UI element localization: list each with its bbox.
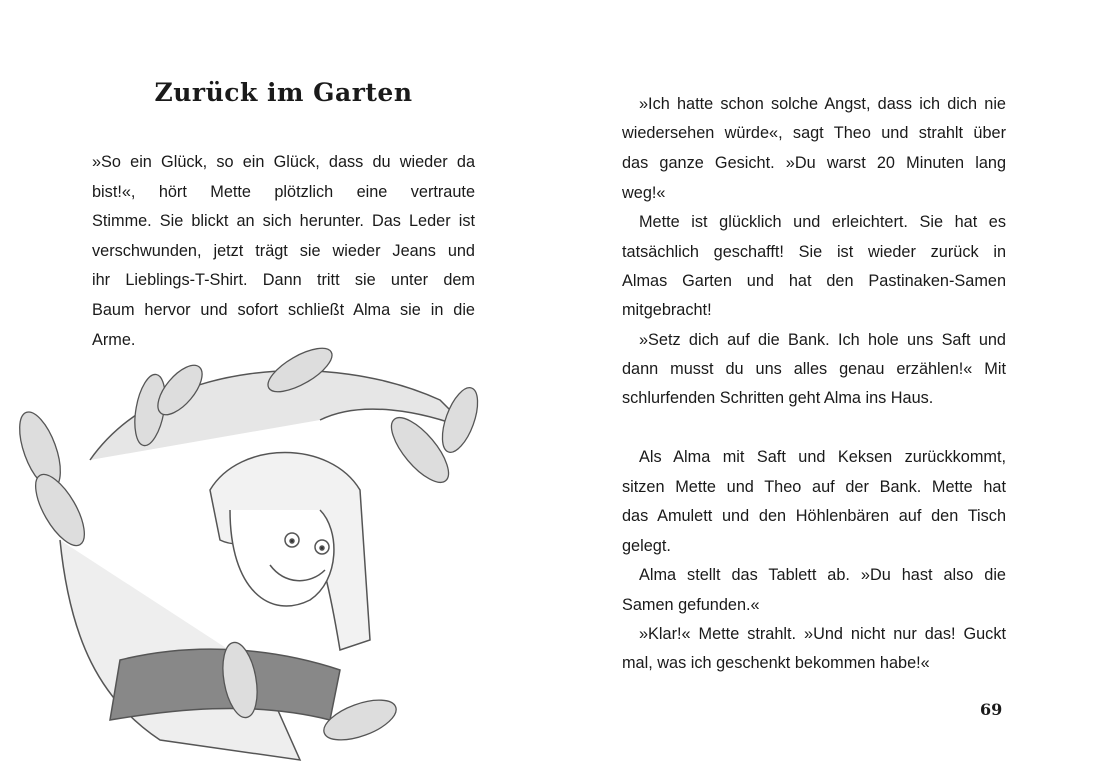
page-number: 69: [980, 700, 1003, 719]
text-line: dann musst du uns alles genau erzählen!« Mit: [622, 360, 1006, 378]
text-line: wiedersehen würde«, sagt Theo und strahlt über: [622, 124, 1006, 142]
illustration-girl-in-leaves: [0, 340, 520, 780]
text-line: Mette ist glücklich und erleichtert. Sie hat es: [639, 213, 1006, 231]
text-line: Arme.: [92, 331, 136, 349]
text-line: Samen gefunden.«: [622, 596, 760, 614]
text-line: das Amulett und den Höhlenbären auf den Tisch: [622, 507, 1006, 525]
text-line: Als Alma mit Saft und Keksen zurückkommt,: [639, 448, 1006, 466]
text-line: »Setz dich auf die Bank. Ich hole uns Saft und: [639, 331, 1006, 349]
text-line: mal, was ich geschenkt bekommen habe!«: [622, 654, 930, 672]
text-line: Almas Garten und hat den Pastinaken-Samen: [622, 272, 1006, 290]
text-line: »Ich hatte schon solche Angst, dass ich dich nie: [639, 95, 1006, 113]
text-line: sitzen Mette und Theo auf der Bank. Mette hat: [622, 478, 1006, 496]
text-line: das ganze Gesicht. »Du warst 20 Minuten lang: [622, 154, 1006, 172]
text-line: mitgebracht!: [622, 301, 712, 319]
text-line: ihr Lieblings-T-Shirt. Dann tritt sie unter dem: [92, 271, 475, 289]
text-line: »So ein Glück, so ein Glück, dass du wieder da: [92, 153, 475, 171]
text-line: schlurfenden Schritten geht Alma ins Haus.: [622, 389, 934, 407]
text-line: gelegt.: [622, 537, 671, 555]
text-line: bist!«, hört Mette plötzlich eine vertraute: [92, 183, 475, 201]
text-line: tatsächlich geschafft! Sie ist wieder zurück in: [622, 243, 1006, 261]
text-line: Baum hervor und sofort schließt Alma sie in die: [92, 301, 475, 319]
chapter-title: Zurück im Garten: [154, 78, 413, 107]
text-line: verschwunden, jetzt trägt sie wieder Jeans und: [92, 242, 475, 260]
text-line: Alma stellt das Tablett ab. »Du hast also die: [639, 566, 1006, 584]
text-line: Stimme. Sie blickt an sich herunter. Das Leder ist: [92, 212, 475, 230]
text-line: »Klar!« Mette strahlt. »Und nicht nur das! Guckt: [639, 625, 1006, 643]
text-line: weg!«: [622, 184, 666, 202]
